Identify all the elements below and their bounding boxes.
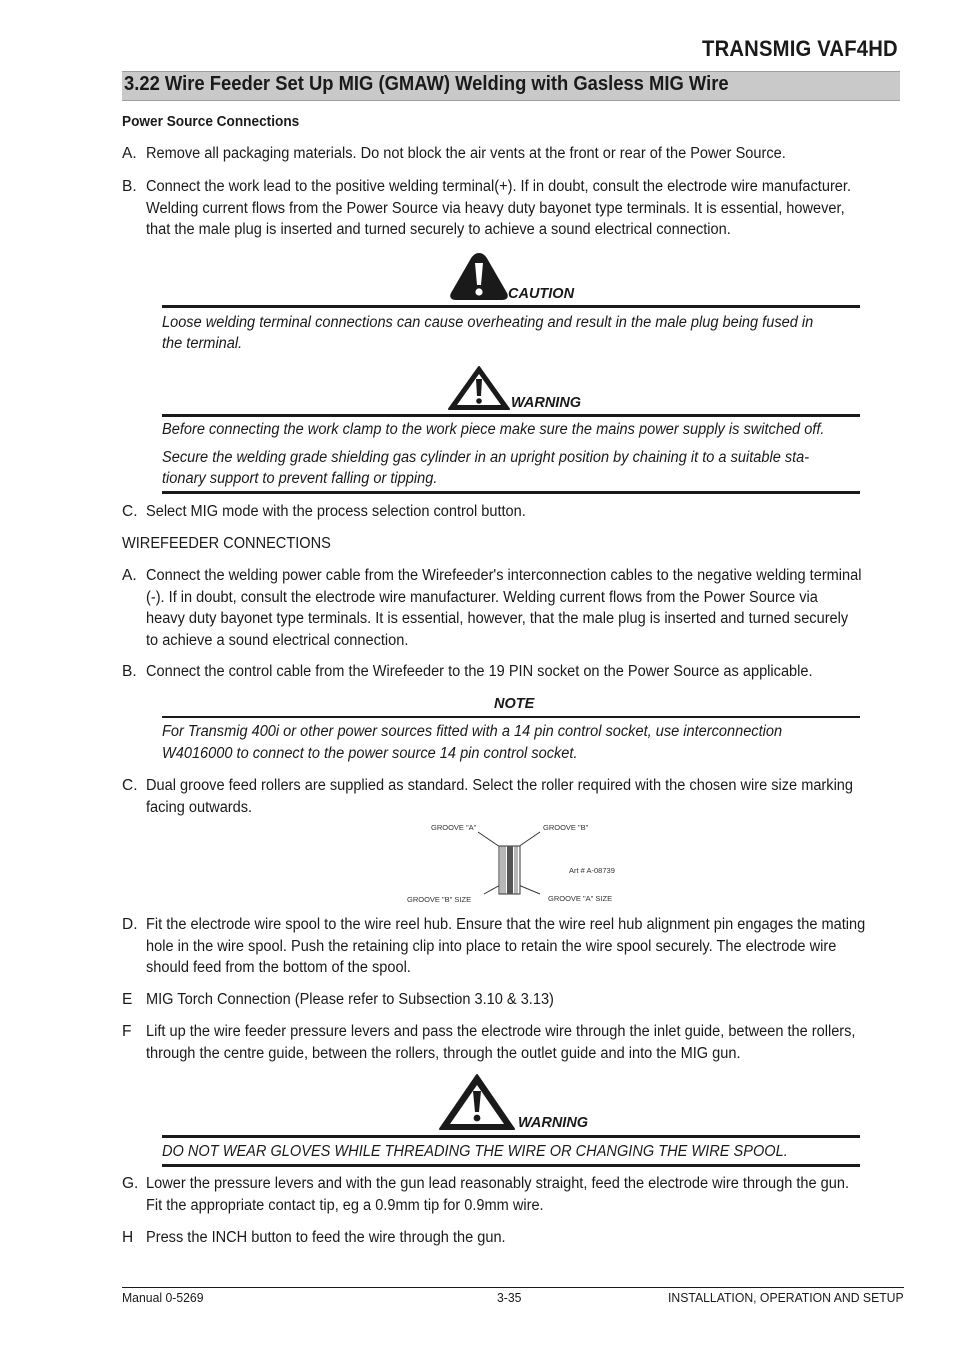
item-text: Select MIG mode with the process selection control button. (146, 503, 526, 520)
feed-roller-diagram (470, 828, 550, 898)
item-text: that the male plug is inserted and turned securely to achieve a sound electrical connection. (146, 221, 731, 238)
item-label: H (122, 1229, 134, 1246)
section-heading-bar (122, 71, 900, 101)
note-text: For Transmig 400i or other power sources fitted with a 14 pin control socket, use interconnection (162, 723, 783, 740)
item-text: Connect the welding power cable from the Wirefeeder's interconnection cables to the negative welding terminal (146, 567, 862, 584)
item-text: Remove all packaging materials. Do not block the air vents at the front or rear of the Power Source. (146, 145, 786, 162)
item-text: through the centre guide, between the rollers, through the outlet guide and into the MIG gun. (146, 1044, 741, 1062)
item-label: F (122, 1023, 132, 1040)
figure-label-groove-b: GROOVE "B" (543, 823, 589, 832)
warning-text: Before connecting the work clamp to the work piece make sure the mains power supply is switched off. (162, 421, 825, 438)
warning-label: WARNING (511, 395, 582, 411)
list-item (122, 1173, 900, 1217)
footer-page-number: 3-35 (497, 1290, 522, 1305)
item-text: Connect the work lead to the positive welding terminal(+). If in doubt, consult the electrode wire manufacturer. (146, 178, 851, 195)
item-text: Lift up the wire feeder pressure levers and pass the electrode wire through the inlet guide, between the rollers, (146, 1023, 856, 1040)
list-item (122, 1227, 900, 1249)
warning-text: DO NOT WEAR GLOVES WHILE THREADING THE WIRE OR CHANGING THE WIRE SPOOL. (162, 1143, 788, 1160)
list-item (122, 501, 900, 523)
list-item (122, 143, 900, 165)
warning-text: tionary support to prevent falling or tipping. (162, 470, 438, 487)
brand-header: TRANSMIG VAF4HD (702, 36, 898, 61)
item-text: (-). If in doubt, consult the electrode wire manufacturer. Welding current flows from the Power Source via (146, 588, 818, 606)
caution-text: Loose welding terminal connections can cause overheating and result in the male plug being fused in (162, 314, 814, 331)
warning-label: WARNING (518, 1115, 589, 1131)
item-label: B. (122, 178, 137, 195)
item-text: to achieve a sound electrical connection. (146, 631, 409, 649)
item-text: hole in the wire spool. Push the retaining clip into place to retain the wire spool securely. The electrode wire (146, 937, 837, 955)
item-label: D. (122, 916, 138, 933)
item-label: A. (122, 145, 137, 162)
caution-text: the terminal. (162, 335, 243, 352)
figure-art-number: Art # A-08739 (569, 866, 615, 875)
caution-top-rule (162, 305, 860, 308)
list-item (122, 565, 900, 653)
warning-top-rule (162, 414, 860, 417)
warning-bottom-rule (162, 491, 860, 494)
list-item (122, 176, 900, 242)
item-label: C. (122, 777, 138, 794)
wirefeeder-heading: WIREFEEDER CONNECTIONS (122, 535, 331, 552)
item-text: MIG Torch Connection (Please refer to Subsection 3.10 & 3.13) (146, 991, 554, 1008)
item-text: heavy duty bayonet type terminals. It is essential, however, that the male plug is inserted and turned securely (146, 610, 849, 627)
note-top-rule (162, 716, 860, 718)
list-item (122, 914, 900, 980)
item-text: Dual groove feed rollers are supplied as standard. Select the roller required with the chosen wire size marking (146, 777, 854, 794)
figure-label-groove-a-size: GROOVE "A" SIZE (548, 894, 613, 903)
item-label: E (122, 991, 133, 1008)
figure-label-groove-b-size: GROOVE "B" SIZE (407, 895, 472, 904)
list-item (122, 775, 900, 819)
note-text: W4016000 to connect to the power source 14 pin control socket. (162, 745, 578, 762)
item-label: B. (122, 663, 137, 680)
item-label: A. (122, 567, 137, 584)
warning-text: Secure the welding grade shielding gas cylinder in an upright position by chaining it to a suitable sta- (162, 449, 810, 466)
item-text: Fit the electrode wire spool to the wire reel hub. Ensure that the wire reel hub alignment pin engages the mating (146, 916, 866, 933)
item-label: G. (122, 1175, 139, 1192)
footer-manual-number: Manual 0-5269 (122, 1290, 204, 1305)
footer-rule (122, 1287, 904, 1288)
item-text: should feed from the bottom of the spool. (146, 959, 411, 976)
item-label: C. (122, 503, 138, 520)
section-title: 3.22 Wire Feeder Set Up MIG (GMAW) Welding with Gasless MIG Wire (124, 73, 729, 95)
list-item (122, 989, 900, 1011)
list-item (122, 661, 900, 683)
item-text: Fit the appropriate contact tip, eg a 0.9mm tip for 0.9mm wire. (146, 1196, 544, 1214)
power-source-heading: Power Source Connections (122, 114, 300, 130)
caution-hazard-icon (448, 251, 510, 301)
warning-hazard-icon (438, 1073, 516, 1131)
caution-label: CAUTION (508, 286, 575, 302)
item-text: Connect the control cable from the Wirefeeder to the 19 PIN socket on the Power Source as applicable. (146, 663, 813, 680)
item-text: facing outwards. (146, 798, 253, 816)
warning-hazard-icon (447, 365, 511, 411)
warning-top-rule (162, 1135, 860, 1138)
item-text: Welding current flows from the Power Source via heavy duty bayonet type terminals. It is essential, however, (146, 199, 845, 217)
item-text: Lower the pressure levers and with the gun lead reasonably straight, feed the electrode wire through the gun. (146, 1175, 850, 1192)
list-item (122, 1021, 900, 1065)
footer-chapter-title: INSTALLATION, OPERATION AND SETUP (668, 1290, 904, 1305)
warning-bottom-rule (162, 1164, 860, 1167)
figure-label-groove-a: GROOVE "A" (431, 823, 477, 832)
note-label: NOTE (494, 696, 535, 712)
item-text: Press the INCH button to feed the wire through the gun. (146, 1229, 506, 1246)
